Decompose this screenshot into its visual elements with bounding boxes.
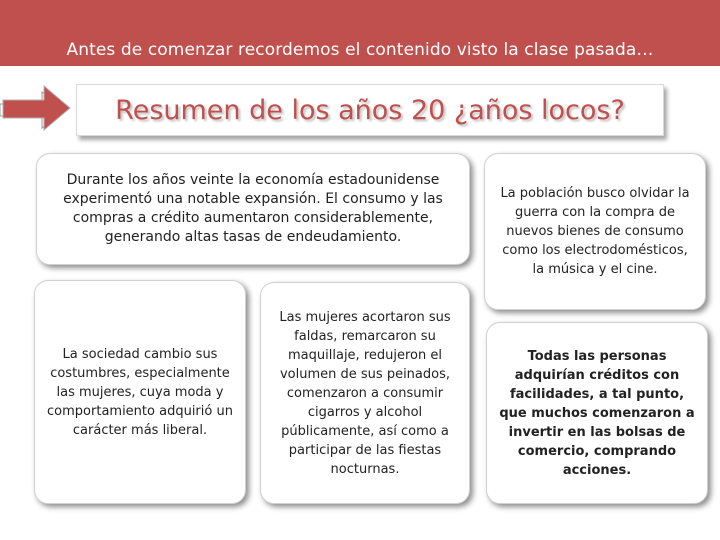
header-bar (0, 0, 720, 66)
header-text: Antes de comenzar recordemos el contenido visto la clase pasada… (66, 40, 654, 60)
slide-title: Resumen de los años 20 ¿años locos? (115, 94, 625, 126)
card-society-text: La sociedad cambio sus costumbres, especialmente las mujeres, cuya moda y comportamiento adquirió un carácter más liberal. (47, 346, 233, 438)
card-credit (486, 322, 708, 504)
slide-title-box (76, 84, 664, 136)
card-women (260, 282, 470, 504)
card-population (484, 153, 706, 310)
arrow-right-icon (0, 84, 78, 136)
card-credit-text: Todas las personas adquirían créditos con facilidades, a tal punto, que muchos comenzaron a invertir en las bolsas de comercio, comprando acciones. (499, 348, 695, 478)
card-economy (36, 153, 470, 265)
card-women-text: Las mujeres acortaron sus faldas, remarcaron su maquillaje, redujeron el volumen de sus peinados, comenzaron a consumir cigarros y alcohol públicamente, así como a participar de las fiestas nocturnas. (279, 309, 451, 477)
card-economy-text: Durante los años veinte la economía estadounidense experimentó una notable expansión. El consumo y las compras a crédito aumentaron considerablemente, generando altas tasas de endeudamiento. (63, 172, 443, 245)
card-society (34, 280, 246, 504)
card-population-text: La población busco olvidar la guerra con la compra de nuevos bienes de consumo como los electrodomésticos, la música y el cine. (500, 186, 690, 277)
